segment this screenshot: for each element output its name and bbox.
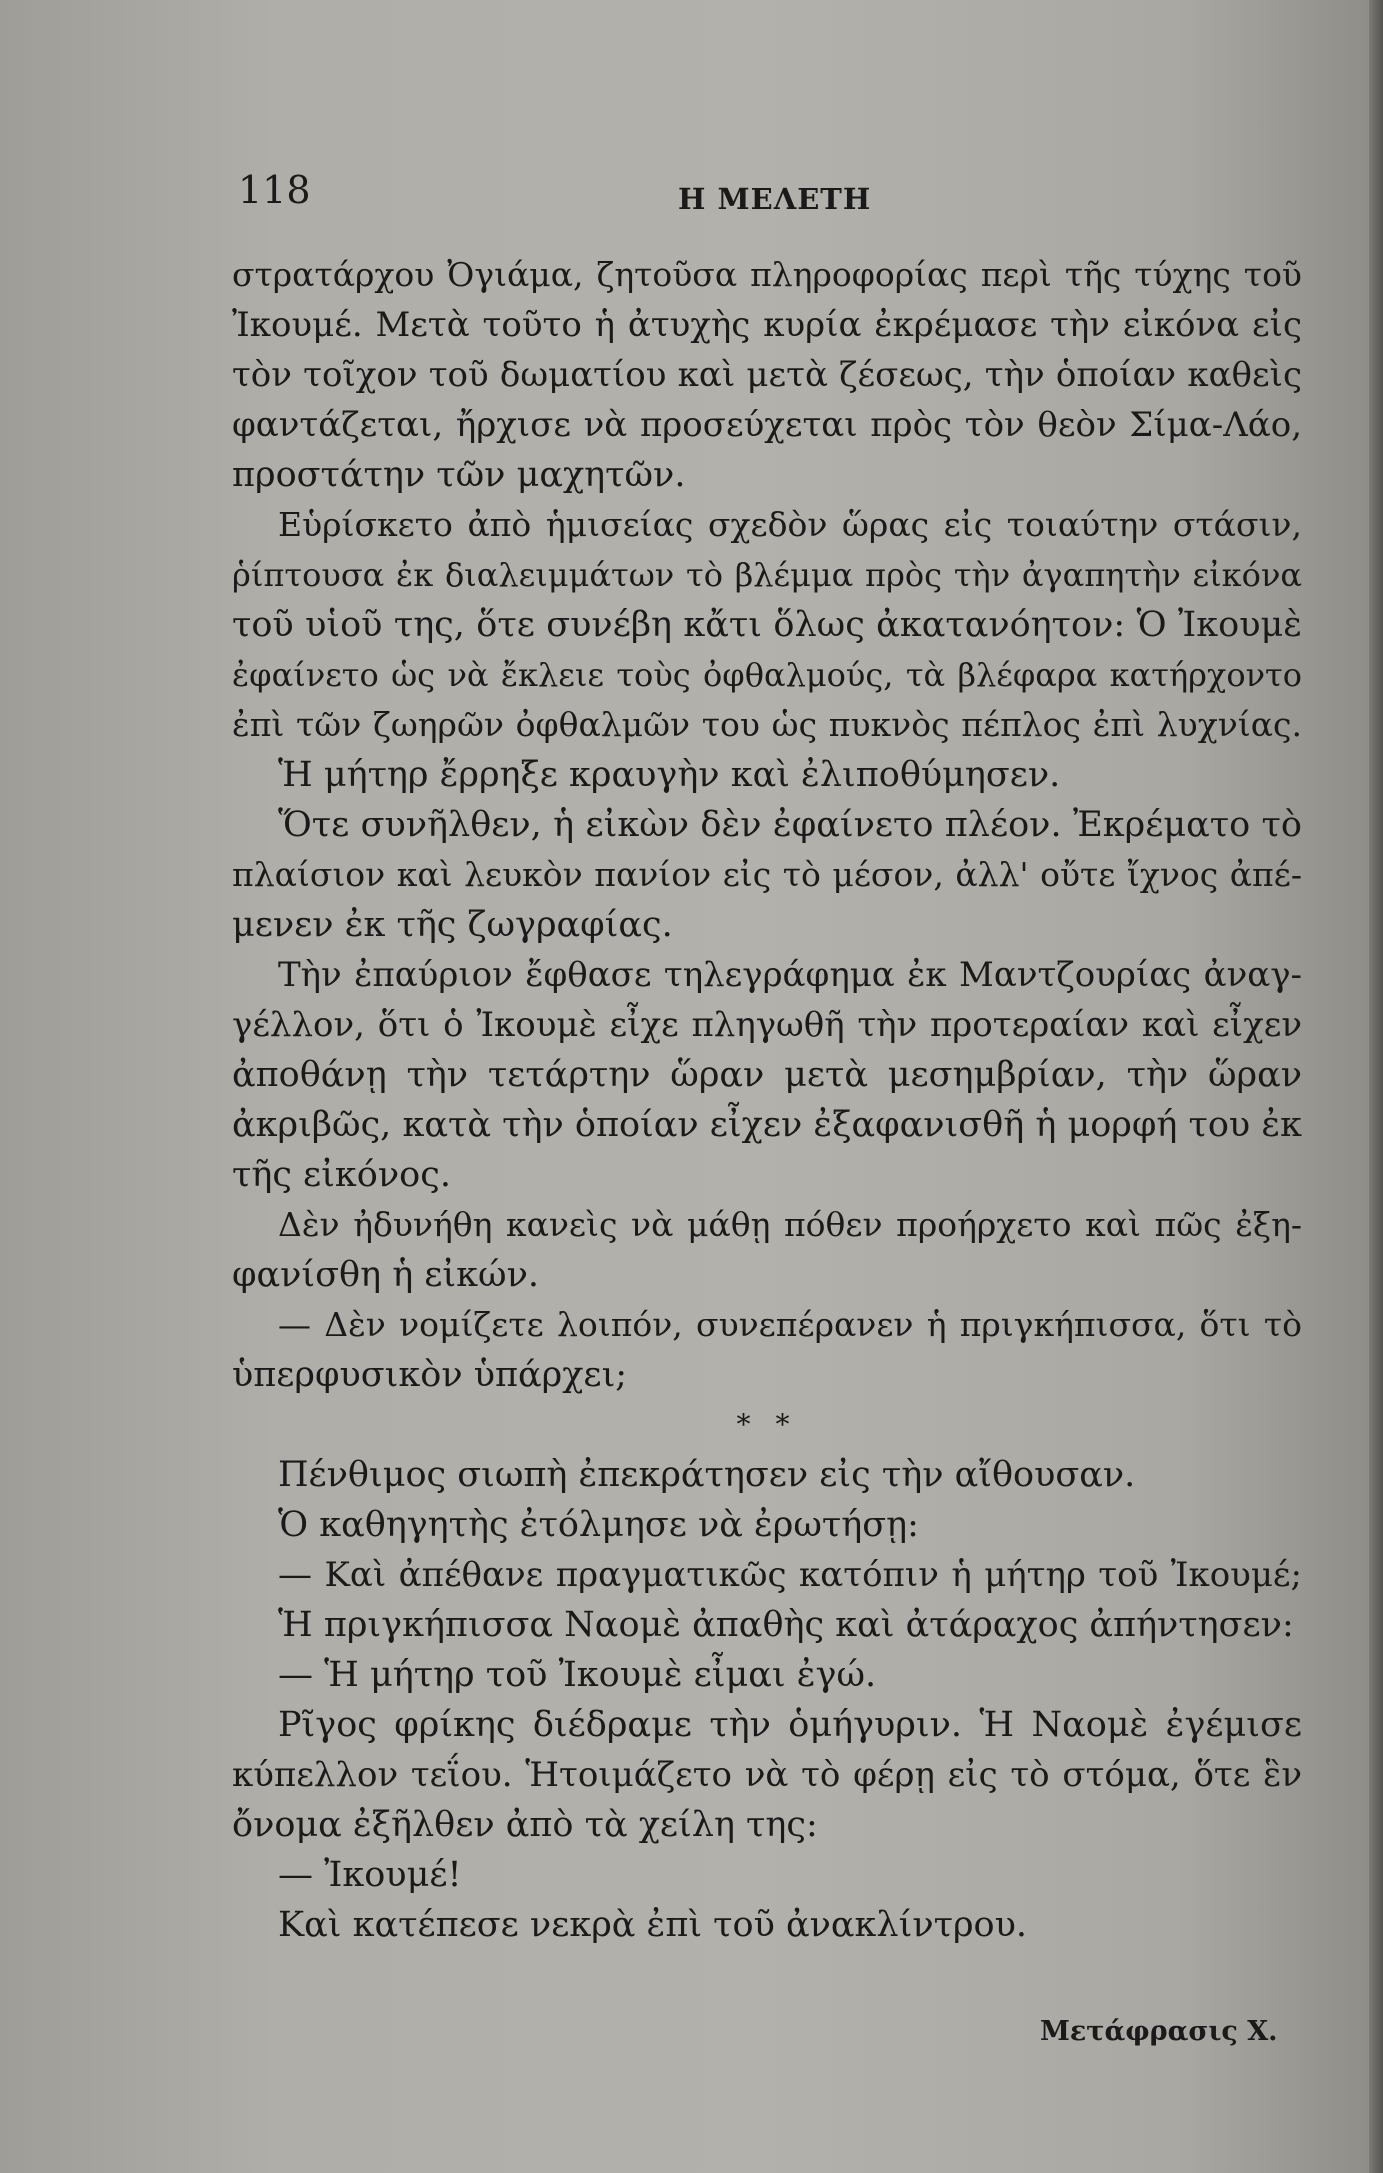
text-line: Ὁ καθηγητὴς ἐτόλμησε νὰ ἐρωτήσῃ:: [278, 1505, 919, 1545]
text-line: Τὴν ἐπαύριον ἔφθασε τηλεγράφημα ἐκ Μαντζουρίας ἀναγ-: [278, 955, 1302, 995]
page-header: [238, 160, 1248, 220]
text-line: — Δὲν νομίζετε λοιπόν, συνεπέρανεν ἡ πριγκήπισσα, ὅτι τὸ: [278, 1305, 1302, 1344]
text-line: τοῦ υἱοῦ της, ὅτε συνέβη κἄτι ὅλως ἀκατανόητον: Ὁ Ἰκουμὲ: [232, 605, 1302, 645]
text-line: φαντάζεται, ἤρχισε νὰ προσεύχεται πρὸς τὸν θεὸν Σίμα-Λάο,: [232, 405, 1302, 445]
text-line: Ἰκουμέ. Μετὰ τοῦτο ἡ ἀτυχὴς κυρία ἐκρέμασε τὴν εἰκόνα εἰς: [232, 305, 1302, 345]
text-line: — Ἡ μήτηρ τοῦ Ἰκουμὲ εἶμαι ἐγώ.: [278, 1655, 877, 1695]
text-line: πλαίσιον καὶ λευκὸν πανίον εἰς τὸ μέσον, ἀλλ' οὔτε ἴχνος ἀπέ-: [232, 855, 1302, 894]
section-break: * *: [736, 1408, 798, 1441]
text-line: ὄνομα ἐξῆλθεν ἀπὸ τὰ χείλη της:: [232, 1805, 818, 1845]
text-line: ἐπὶ τῶν ζωηρῶν ὀφθαλμῶν του ὡς πυκνὸς πέπλος ἐπὶ λυχνίας.: [232, 705, 1302, 744]
text-line: ἀκριβῶς, κατὰ τὴν ὁποίαν εἶχεν ἐξαφανισθῆ ἡ μορφή του ἐκ: [232, 1105, 1302, 1145]
text-line: Δὲν ἠδυνήθη κανεὶς νὰ μάθῃ πόθεν προήρχετο καὶ πῶς ἐξη-: [278, 1205, 1302, 1244]
text-line: — Ἰκουμέ!: [278, 1855, 462, 1895]
text-line: Πένθιμος σιωπὴ ἐπεκράτησεν εἰς τὴν αἴθουσαν.: [278, 1455, 1136, 1495]
text-line: Καὶ κατέπεσε νεκρὰ ἐπὶ τοῦ ἀνακλίντρου.: [278, 1905, 1028, 1945]
text-line: Ὅτε συνῆλθεν, ἡ εἰκὼν δὲν ἐφαίνετο πλέον. Ἐκρέματο τὸ: [278, 805, 1302, 845]
translator-signature: Μετάφρασις Χ.: [1040, 2016, 1278, 2047]
text-line: ὑπερφυσικὸν ὑπάρχει;: [232, 1355, 628, 1395]
text-line: — Καὶ ἀπέθανε πραγματικῶς κατόπιν ἡ μήτηρ τοῦ Ἰκουμέ;: [278, 1555, 1302, 1595]
text-line: ἐφαίνετο ὡς νὰ ἔκλειε τοὺς ὀφθαλμούς, τὰ βλέφαρα κατήρχοντο: [232, 656, 1302, 694]
text-line: ἀποθάνῃ τὴν τετάρτην ὥραν μετὰ μεσημβρίαν, τὴν ὥραν: [232, 1055, 1302, 1095]
page-edge-shadow: [1369, 0, 1383, 2173]
text-line: προστάτην τῶν μαχητῶν.: [232, 455, 686, 495]
text-line: Ρῖγος φρίκης διέδραμε τὴν ὁμήγυριν. Ἡ Ναομὲ ἐγέμισε: [278, 1705, 1302, 1745]
text-line: κύπελλον τεΐου. Ἡτοιμάζετο νὰ τὸ φέρῃ εἰς τὸ στόμα, ὅτε ἓν: [232, 1755, 1302, 1795]
text-line: ῥίπτουσα ἐκ διαλειμμάτων τὸ βλέμμα πρὸς τὴν ἀγαπητὴν εἰκόνα: [232, 556, 1302, 594]
text-line: μενεν ἐκ τῆς ζωγραφίας.: [232, 905, 673, 945]
text-line: Εὑρίσκετο ἀπὸ ἡμισείας σχεδὸν ὥρας εἰς τοιαύτην στάσιν,: [278, 505, 1302, 544]
body-text: [232, 250, 1302, 1950]
text-line: τὸν τοῖχον τοῦ δωματίου καὶ μετὰ ζέσεως, τὴν ὁποίαν καθεὶς: [232, 355, 1302, 395]
text-line: στρατάρχου Ὀγιάμα, ζητοῦσα πληροφορίας περὶ τῆς τύχης τοῦ: [232, 255, 1302, 294]
running-title: Η ΜΕΛΕΤΗ: [678, 182, 872, 216]
text-line: φανίσθη ἡ εἰκών.: [232, 1255, 539, 1295]
text-line: Ἡ πριγκήπισσα Ναομὲ ἀπαθὴς καὶ ἀτάραχος ἀπήντησεν:: [278, 1605, 1294, 1645]
text-line: Ἡ μήτηρ ἔρρηξε κραυγὴν καὶ ἐλιποθύμησεν.: [278, 755, 1061, 795]
text-line: γέλλον, ὅτι ὁ Ἰκουμὲ εἶχε πληγωθῆ τὴν προτεραίαν καὶ εἶχεν: [232, 1005, 1302, 1045]
text-line: τῆς εἰκόνος.: [232, 1155, 451, 1195]
page-number: 118: [238, 168, 311, 212]
